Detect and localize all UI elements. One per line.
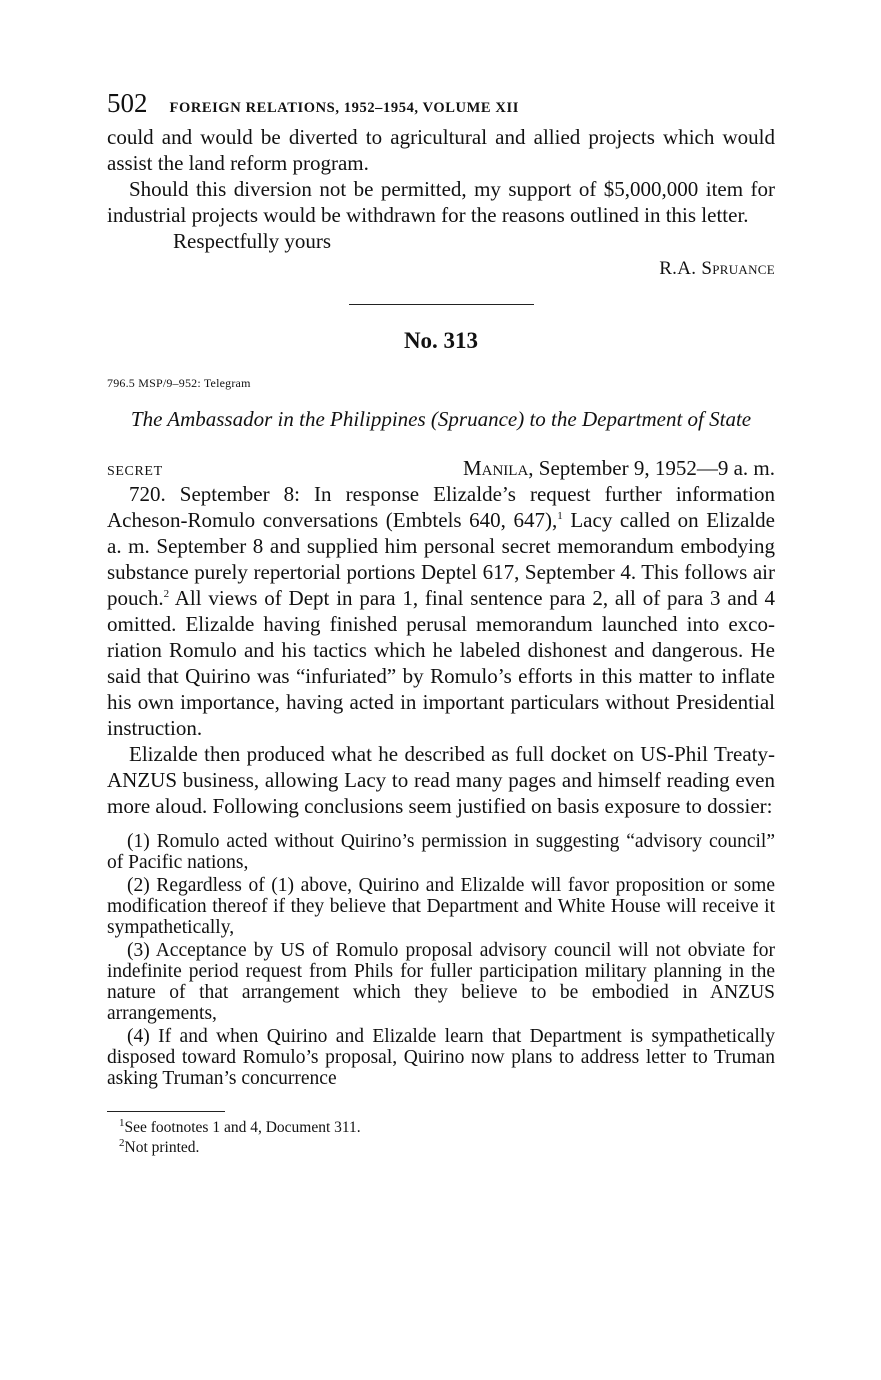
- place-and-date: [463, 456, 775, 481]
- page-number: 502: [107, 88, 148, 118]
- footnote-marker: 2: [163, 588, 170, 600]
- footnote-marker: 1: [557, 510, 563, 522]
- body-paragraph: [107, 481, 775, 741]
- list-item: (3) Acceptance by US of Romulo proposal advisory council will not obviate for indefinite period request from Phils for fuller participation military planning in the nature of that arrangement which they believe to be embodied in ANZUS arrangements,: [107, 940, 775, 1024]
- body-text: Lacy called on Elizalde a. m. September 8 and supplied him personal secret memorandum embodying substance purely repertorial portions Deptel 617, September 4. This follows air pouch.: [107, 508, 775, 610]
- body-text: All views of Dept in para 1, final sentence para 2, all of para 3 and 4 omitted. Elizalde having finished perusal memorandum launched into excoriation Romulo and his tactics which he labeled dishonest and dangerous. He said that Quirino was “infuriated” by Romulo’s efforts in this matter to inflate his own importance, having acted in important particulars without Presidential instruction.: [107, 586, 775, 740]
- list-item: (2) Regardless of (1) above, Quirino and Elizalde will favor proposition or some modification thereof if they believe that Department and White House will receive it sympathetically,: [107, 875, 775, 938]
- footnote: [119, 1138, 775, 1158]
- footnote-text: See footnotes 1 and 4, Document 311.: [124, 1119, 361, 1136]
- running-title: FOREIGN RELATIONS, 1952–1954, VOLUME XII: [169, 100, 519, 116]
- dateline: [107, 456, 775, 481]
- classification-label: SECRET: [107, 464, 163, 479]
- body-text: 720. September 8: In response Elizalde’s request further information Acheson-Romulo conversations (Embtels 640, 647),: [107, 482, 775, 532]
- footnote-text: Not printed.: [124, 1139, 200, 1156]
- letter-signature: R.A. Spruance: [659, 258, 775, 279]
- running-header: [107, 88, 775, 124]
- continuation-paragraph: Should this diversion not be permitted, my support of $5,000,000 item for industrial projects would be withdrawn for the reasons outlined in this letter.: [107, 177, 775, 227]
- footnotes: [107, 1118, 775, 1158]
- document-page: [107, 88, 775, 1158]
- conclusions-list: [107, 831, 775, 1089]
- document-heading: The Ambassador in the Philippines (Spruance) to the Department of State: [130, 407, 752, 431]
- list-item: (1) Romulo acted without Quirino’s permission in suggesting “advisory council” of Pacific nations,: [107, 831, 775, 873]
- footnote-divider: [107, 1111, 225, 1112]
- footnote-marker: 1: [119, 1116, 125, 1129]
- letter-closing: Respectfully yours: [173, 229, 332, 253]
- continuation-paragraph: could and would be diverted to agricultural and allied projects which would assist the land reform program.: [107, 125, 775, 175]
- section-divider: [349, 304, 534, 305]
- body-paragraph: Elizalde then produced what he described as full docket on US-Phil Treaty-ANZUS business, allowing Lacy to read many pages and himself reading even more aloud. Following conclusions seem justified on basis exposure to dossier:: [107, 742, 775, 818]
- document-number: No. 313: [403, 328, 479, 353]
- file-reference: 796.5 MSP/9–952: Telegram: [107, 376, 251, 390]
- date-text: September 9, 1952—9 a. m.: [533, 456, 775, 480]
- footnote-marker: 2: [119, 1136, 125, 1149]
- place-name: Manila,: [462, 456, 534, 480]
- list-item: (4) If and when Quirino and Elizalde learn that Department is sympathetically disposed toward Romulo’s proposal, Quirino now plans to address letter to Truman asking Truman’s concurrence: [107, 1026, 775, 1089]
- footnote: [119, 1118, 775, 1138]
